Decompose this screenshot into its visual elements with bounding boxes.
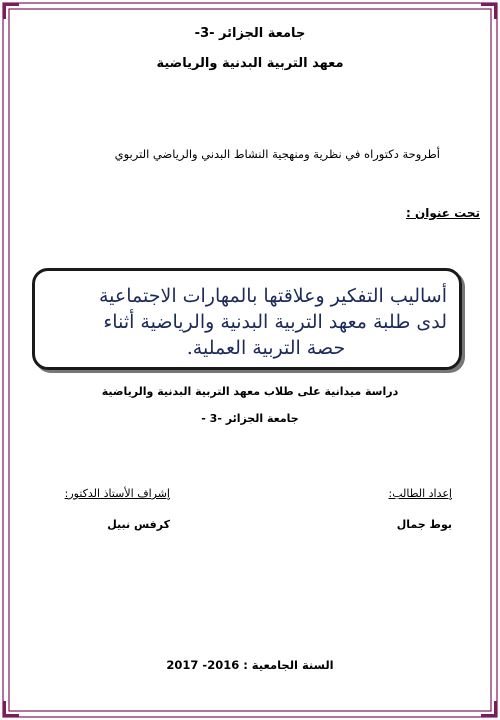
university-name: جامعة الجزائر -3- bbox=[194, 26, 306, 41]
thesis-type: أطروحة دكتوراه في نظرية ومنهجية النشاط البدني والرياضي التربوي bbox=[114, 147, 440, 161]
title-line-1: أساليب التفكير وعلاقتها بالمهارات الاجتماعية bbox=[98, 285, 447, 307]
institute-name: معهد التربية البدنية والرياضية bbox=[156, 56, 344, 71]
title-box bbox=[32, 268, 462, 370]
supervisor-label: إشراف الأستاذ الدكتور: bbox=[64, 487, 170, 500]
title-line-3: حصة التربية العملية. bbox=[186, 337, 346, 359]
student-name: بوط جمال bbox=[396, 518, 452, 531]
title-label: تحت عنوان : bbox=[406, 206, 480, 220]
academic-year: السنة الجامعية : 2016- 2017 bbox=[166, 658, 334, 672]
study-university: جامعة الجزائر -3 - bbox=[201, 412, 299, 425]
title-line-2: لدى طلبة معهد التربية البدنية والرياضية أثناء bbox=[103, 311, 447, 333]
supervisor-name: كرفس نبيل bbox=[107, 518, 170, 531]
study-description: دراسة ميدانية على طلاب معهد التربية البدنية والرياضية bbox=[101, 385, 399, 398]
prepared-by-label: إعداد الطالب: bbox=[388, 487, 452, 500]
